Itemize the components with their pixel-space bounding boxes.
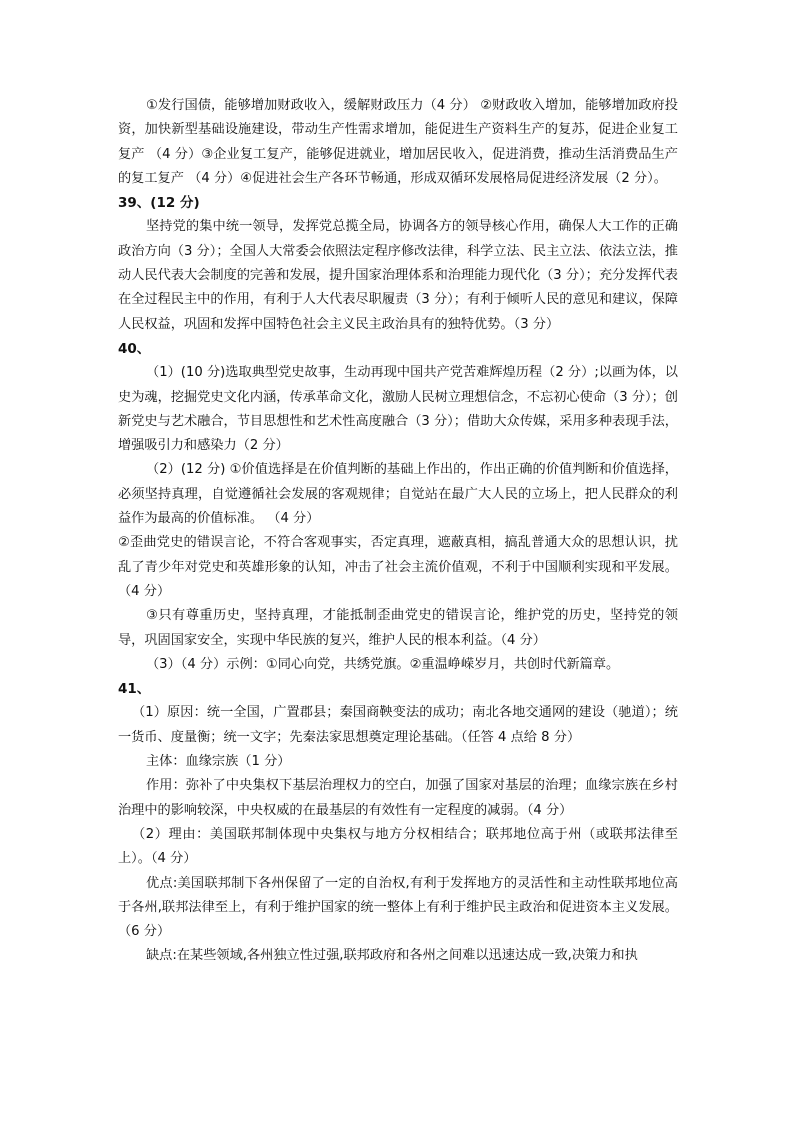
- paragraph: ①发行国债，能够增加财政收入，缓解财政压力（4 分） ②财政收入增加，能够增加政府投资，加快新型基础设施建设，带动生产性需求增加，能促进生产资料生产的复苏，促进企业复工复产 （4 分）③企业复工复产，能够促进就业，增加居民收入，促进消费，推动生活消费品生产的复工复产 （4 分）④促进社会生产各环节畅通，形成双循环发展格局促进经济发展（2 分）。: [118, 98, 678, 186]
- paragraph: 缺点:在某些领域,各州独立性过强,联邦政府和各州之间难以迅速达成一致,决策力和执: [146, 948, 638, 964]
- paragraph: 坚持党的集中统一领导，发挥党总揽全局，协调各方的领导核心作用，确保人大工作的正确政治方向（3 分）；全国人大常委会依照法定程序修改法律，科学立法、民主立法、依法立法，推动人民代表大会制度的完善和发展，提升国家治理体系和治理能力现代化（3 分）；充分发挥代表在全过程民主中的作用，有利于人大代表尽职履责（3 分）；有利于倾听人民的意见和建议，保障人民权益，巩固和发挥中国特色社会主义民主政治具有的独特优势。（3 分）: [118, 219, 678, 332]
- paragraph: （1）原因：统一全国，广置郡县；秦国商鞅变法的成功；南北各地交通网的建设（驰道）；统一货币、度量衡；统一文字；先秦法家思想奠定理论基础。（任答 4 点给 8 分）: [118, 705, 678, 745]
- paragraph: 优点:美国联邦制下各州保留了一定的自治权,有利于发挥地方的灵活性和主动性联邦地位高于各州,联邦法律至上，有利于维护国家的统一整体上有利于维护民主政治和促进资本主义发展。（6 分）: [118, 875, 678, 940]
- paragraph: （3）（4 分）示例：①同心向党，共绣党旗。②重温峥嵘岁月，共创时代新篇章。: [146, 656, 620, 672]
- paragraph: 主体：血缘宗族（1 分）: [146, 754, 291, 770]
- question-heading: 41、: [118, 681, 151, 698]
- paragraph: （2）理由：美国联邦制体现中央集权与地方分权相结合；联邦地位高于州（或联邦法律至上）。（4 分）: [118, 826, 678, 867]
- paragraph: ②歪曲党史的错误言论，不符合客观事实，否定真理，遮蔽真相，搞乱普通大众的思想认识，扰乱了青少年对党史和英雄形象的认知，冲击了社会主流价值观，不利于中国顺利实现和平发展。（4 分）: [118, 535, 678, 599]
- question-heading: 39、(12 分): [118, 195, 200, 212]
- answer-document: [118, 94, 678, 969]
- paragraph: （1）(10 分)选取典型党史故事，生动再现中国共产党苦难辉煌历程（2 分）;以画为体，以史为魂，挖掘党史文化内涵，传承革命文化，激励人民树立理想信念，不忘初心使命（3 分）；创新党史与艺术融合，节目思想性和艺术性高度融合（3 分）；借助大众传媒，采用多种表现手法，增强吸引力和感染力（2 分）: [118, 365, 678, 454]
- question-heading: 40、: [118, 340, 151, 357]
- paragraph: ③只有尊重历史，坚持真理，才能抵制歪曲党史的错误言论，维护党的历史，坚持党的领导，巩固国家安全，实现中华民族的复兴，维护人民的根本利益。（4 分）: [118, 608, 678, 648]
- paragraph: 作用：弥补了中央集权下基层治理权力的空白，加强了国家对基层的治理；血缘宗族在乡村治理中的影响较深，中央权威的在最基层的有效性有一定程度的减弱。（4 分）: [118, 778, 678, 818]
- paragraph: （2）(12 分) ①价值选择是在价值判断的基础上作出的，作出正确的价值判断和价值选择，必须坚持真理，自觉遵循社会发展的客观规律；自觉站在最广大人民的立场上，把人民群众的利益作为最高的价值标准。 （4 分）: [118, 462, 678, 527]
